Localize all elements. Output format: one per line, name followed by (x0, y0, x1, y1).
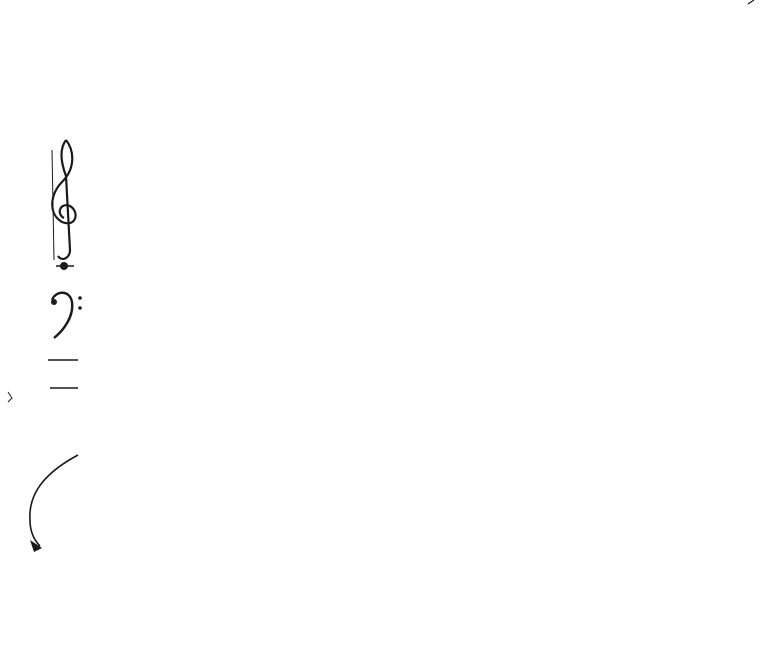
clef-column (48, 140, 82, 388)
expanded-arrow-icon (30, 455, 78, 546)
treble-clef-icon (52, 140, 75, 259)
corner-mark (748, 0, 754, 4)
scribble-mark (8, 392, 12, 402)
